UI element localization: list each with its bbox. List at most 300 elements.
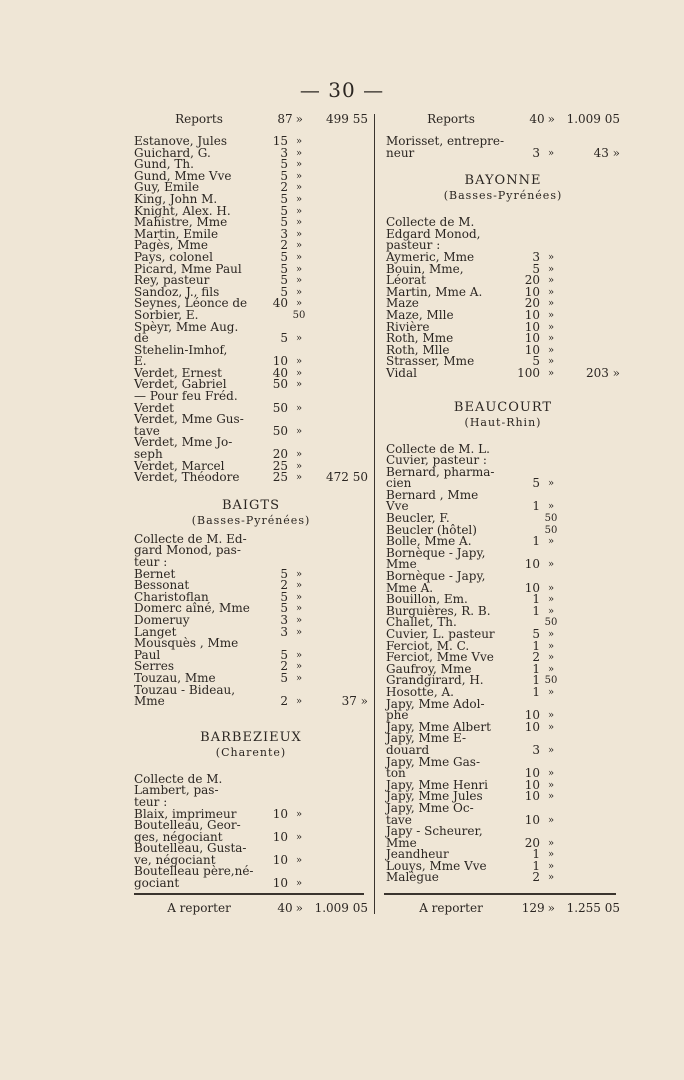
- donor-list-baigts: [134, 566, 368, 709]
- donor-name: Bernard, pharma- cien: [386, 464, 495, 491]
- donor-amount: 5: [280, 601, 288, 616]
- donor-name: Aymeric, Mme: [386, 249, 475, 264]
- donor-amount: 10: [524, 284, 540, 299]
- donor-amount: 10: [272, 876, 288, 891]
- donor-amount: 5: [280, 670, 288, 685]
- donor-name: Bornèque - Japy, Mme: [386, 545, 486, 572]
- donor-amount-unit: »: [295, 425, 303, 437]
- donor-amount: 3: [532, 742, 540, 757]
- donor-amount: 1: [532, 661, 540, 676]
- donor-amount-unit: »: [295, 147, 303, 159]
- donor-name: Verdet, Ernest: [134, 365, 222, 380]
- donor-amount: 20: [524, 835, 540, 850]
- reports-label: Reports: [175, 112, 223, 126]
- section-region-barbezieux: (Charente): [215, 745, 287, 759]
- donor-amount-unit: »: [295, 286, 303, 298]
- donor-name: Rivière: [386, 319, 430, 334]
- donor-name: Martin, Emile: [134, 226, 219, 241]
- donor-amount: 20: [524, 273, 540, 288]
- list-item: [386, 826, 620, 849]
- list-item: [134, 682, 368, 709]
- donor-name: Strasser, Mme: [386, 354, 475, 369]
- donor-name: Malègue: [386, 870, 439, 885]
- donor-amount-unit: »: [547, 147, 555, 159]
- donor-name: Japy - Scheurer, Mme: [386, 824, 483, 850]
- donor-amount-unit: »: [295, 402, 303, 414]
- donor-name: Seynes, Léonce de: [134, 296, 248, 311]
- donor-name: Japy, Mme Gas- ton: [386, 754, 480, 781]
- donor-amount-unit: »: [295, 217, 303, 229]
- donor-amount: 50: [272, 423, 288, 438]
- donor-amount-unit: »: [295, 240, 303, 252]
- subtotal: 203 »: [585, 365, 620, 380]
- collecte-note-bayonne: Collecte de M. Edgard Monod, pasteur :: [386, 215, 481, 253]
- donor-name: Guy, Emile: [134, 180, 200, 195]
- donor-name: Bessonat: [134, 578, 190, 593]
- reports-row: [134, 110, 368, 128]
- donor-name: Gaufroy, Mme: [386, 661, 472, 676]
- donor-amount: 1: [532, 592, 540, 607]
- donor-amount: 5: [280, 589, 288, 604]
- donor-name: Pays, colonel: [134, 249, 213, 264]
- donor-amount-unit: »: [547, 356, 555, 368]
- donor-amount: 3: [532, 249, 540, 264]
- list-item: [386, 487, 620, 514]
- donor-amount: 2: [280, 659, 288, 674]
- collecte-note-barbezieux: Collecte de M. Lambert, pas- teur :: [134, 771, 223, 809]
- donor-list-barbezieux: [134, 806, 368, 891]
- reports-total: 499 55: [326, 112, 368, 126]
- list-item: [386, 464, 620, 491]
- donor-name: Guichard, G.: [134, 145, 211, 160]
- list-item: [134, 638, 368, 661]
- donor-amount: 40: [272, 365, 288, 380]
- donor-amount: 5: [280, 203, 288, 218]
- donor-amount: 10: [524, 777, 540, 792]
- donor-amount: 3: [280, 612, 288, 627]
- donor-name: Serres: [134, 659, 175, 674]
- a-reporter-label: A reporter: [167, 901, 231, 915]
- donor-amount: 2: [280, 238, 288, 253]
- donor-name: Morisset, entrepre- neur: [386, 134, 505, 160]
- donor-amount: 5: [532, 261, 540, 276]
- donor-amount-unit: »: [295, 626, 303, 638]
- donor-amount: 1: [532, 534, 540, 549]
- donor-amount-unit: »: [295, 263, 303, 275]
- donor-amount-unit: »: [295, 170, 303, 182]
- donor-amount: 5: [280, 168, 288, 183]
- donor-name: Ferciot, M. C.: [386, 638, 470, 653]
- donor-name: Mahistre, Mme: [134, 215, 228, 230]
- donor-amount: 10: [524, 789, 540, 804]
- donor-amount: 10: [524, 342, 540, 357]
- donor-amount-unit: »: [547, 686, 555, 698]
- donor-amount: 5: [280, 273, 288, 288]
- donor-amount-unit: »: [295, 591, 303, 603]
- a-reporter-row: [134, 899, 368, 917]
- donor-amount-unit: »: [295, 580, 303, 592]
- donor-amount-unit: »: [547, 721, 555, 733]
- donor-amount: 1: [532, 673, 540, 688]
- a-reporter-amount: [519, 899, 555, 917]
- donor-amount-unit: »: [295, 661, 303, 673]
- list-item: [386, 136, 620, 159]
- donor-name: Vidal: [386, 365, 417, 380]
- donor-name: Grandgirard, H.: [386, 673, 484, 688]
- donor-amount-unit: »: [547, 263, 555, 275]
- donor-amount-unit: »: [295, 205, 303, 217]
- donor-amount-unit: 50: [292, 309, 306, 321]
- donor-list-bayonne: [386, 249, 620, 380]
- donor-name: Maze, Mlle: [386, 307, 454, 322]
- a-reporter-total: 1.255 05: [566, 901, 620, 915]
- donor-amount-unit: »: [295, 159, 303, 171]
- donor-name: Boutelleau, Geor- ges, négociant: [134, 818, 241, 844]
- donor-name: Japy, Mme E- douard: [386, 731, 467, 757]
- a-reporter-total: 1.009 05: [314, 901, 368, 915]
- donor-amount: 10: [524, 766, 540, 781]
- donor-amount-unit: »: [295, 854, 303, 866]
- donor-amount: 40: [272, 296, 288, 311]
- column-divider: [374, 114, 375, 914]
- list-item: [134, 472, 368, 484]
- donor-amount: 5: [280, 284, 288, 299]
- subtotal: 472 50: [326, 470, 368, 485]
- donor-amount: 5: [280, 215, 288, 230]
- donor-amount: 10: [272, 852, 288, 867]
- donor-amount: 5: [280, 566, 288, 581]
- list-item: [134, 319, 368, 346]
- donor-name: Spèyr, Mme Aug. de: [134, 319, 239, 346]
- donor-amount-unit: »: [547, 582, 555, 594]
- list-item: [386, 872, 620, 884]
- donor-name: Mousquès , Mme Paul: [134, 636, 239, 662]
- page-number: — 30 —: [299, 78, 385, 102]
- collecte-note-baigts: Collecte de M. Ed- gard Monod, pas- teur :: [134, 531, 247, 569]
- donor-name: Louys, Mme Vve: [386, 858, 487, 873]
- donor-name: Estanove, Jules: [134, 134, 227, 148]
- donor-amount-unit: »: [547, 594, 555, 606]
- list-item: [386, 284, 620, 299]
- donor-amount-unit: »: [295, 672, 303, 684]
- donor-amount: 10: [524, 331, 540, 346]
- a-reporter-amount: [267, 899, 303, 917]
- donor-amount-unit: »: [547, 860, 555, 872]
- donor-amount-unit: »: [295, 472, 303, 484]
- donor-amount-unit: »: [295, 568, 303, 580]
- donor-amount: 5: [532, 476, 540, 491]
- donor-amount-unit: »: [295, 136, 303, 147]
- donor-amount: 1: [532, 603, 540, 618]
- donor-name: Roth, Mme: [386, 331, 454, 346]
- donor-name: Léorat: [386, 273, 427, 288]
- donor-name: Maze: [386, 296, 419, 311]
- donor-name: Charistoflan: [134, 589, 209, 604]
- reports-total: 1.009 05: [566, 112, 620, 126]
- donor-name: Boutelleau père,né- gociant: [134, 864, 254, 891]
- donor-name: Gund, Mme Vve: [134, 168, 232, 183]
- donor-amount: 5: [280, 249, 288, 264]
- section-region-baigts: (Basses-Pyrénées): [191, 513, 311, 527]
- donor-amount-unit: »: [295, 649, 303, 661]
- donor-name: Verdet, Gabriel: [134, 377, 227, 392]
- donor-name: Bernard , Mme Vve: [386, 487, 479, 514]
- donor-amount: 5: [280, 261, 288, 276]
- donor-name: Verdet, Marcel: [134, 458, 225, 473]
- donor-amount: 20: [272, 447, 288, 462]
- list-item: [386, 754, 620, 781]
- a-reporter-amount-unit: »: [547, 901, 555, 915]
- donor-amount: 5: [532, 354, 540, 369]
- donor-amount-unit: »: [547, 652, 555, 664]
- donor-name: Hosotte, A.: [386, 684, 454, 699]
- right-footer: [386, 899, 620, 917]
- donor-amount: 1: [532, 847, 540, 862]
- donor-list-beaucourt: [386, 464, 620, 885]
- donor-amount: 10: [272, 829, 288, 844]
- donor-name: Domerc aîné, Mme: [134, 601, 250, 616]
- donor-amount-unit: 50: [544, 675, 558, 687]
- donor-name: Japy, Mme Adol- phe: [386, 696, 485, 723]
- donor-name: Japy, Mme Albert: [386, 719, 491, 734]
- donor-amount-unit: 50: [544, 524, 558, 536]
- donor-amount: 100: [517, 365, 540, 380]
- donor-amount: 10: [524, 719, 540, 734]
- donor-amount-unit: »: [547, 768, 555, 780]
- donor-name: Verdet, Mme Jo- seph: [134, 435, 233, 462]
- donor-amount-unit: »: [295, 808, 303, 820]
- donor-name: King, John M.: [134, 191, 218, 206]
- list-item: [386, 356, 620, 368]
- donor-amount-unit: »: [547, 333, 555, 345]
- donor-name: Verdet, Mme Gus- tave: [134, 412, 244, 438]
- donor-amount: 3: [280, 624, 288, 639]
- donor-amount-unit: »: [295, 603, 303, 615]
- donor-name: Beucler, F.: [386, 511, 450, 526]
- donor-amount: 25: [272, 458, 288, 473]
- reports-amount-value: 40: [529, 112, 545, 126]
- list-item: [134, 843, 368, 866]
- reports-amount-unit: »: [547, 112, 555, 126]
- donor-amount: 1: [532, 638, 540, 653]
- donor-amount: 50: [272, 377, 288, 392]
- reports-label: Reports: [427, 112, 475, 126]
- donor-amount: 2: [280, 180, 288, 195]
- list-item: [386, 800, 620, 827]
- donor-amount: 5: [280, 331, 288, 346]
- reports-amount-value: 87: [277, 112, 293, 126]
- donor-amount-unit: »: [295, 696, 303, 708]
- donor-list: [134, 136, 368, 484]
- donor-list: [386, 136, 620, 159]
- footer-rule-right: [384, 893, 616, 895]
- donor-name: Langet: [134, 624, 177, 639]
- donor-amount-unit: »: [547, 640, 555, 652]
- donor-amount: 10: [524, 557, 540, 572]
- donor-amount-unit: »: [547, 629, 555, 640]
- donor-name: Knight, Alex. H.: [134, 203, 231, 218]
- donor-name: Touzau, Mme: [134, 670, 216, 685]
- donor-amount-unit: »: [547, 872, 555, 884]
- donor-name: Burguières, R. B.: [386, 603, 491, 618]
- a-reporter-row: [386, 899, 620, 917]
- donor-amount-unit: »: [295, 275, 303, 287]
- donor-amount-unit: »: [547, 559, 555, 571]
- section-title-barbezieux: BARBEZIEUX: [200, 729, 302, 745]
- donor-amount-unit: »: [547, 344, 555, 356]
- donor-name: Bornèque - Japy, Mme A.: [386, 569, 486, 595]
- collecte-note-beaucourt: Collecte de M. L. Cuvier, pasteur :: [386, 441, 490, 468]
- donor-amount: 3: [280, 226, 288, 241]
- donor-name: Gund, Th.: [134, 157, 194, 172]
- donor-amount: 10: [272, 806, 288, 821]
- donor-amount-unit: »: [547, 837, 555, 849]
- reports-amount: [267, 110, 303, 128]
- donor-name: Bouillon, Em.: [386, 592, 468, 607]
- section-title-beaucourt: BEAUCOURT: [453, 399, 553, 415]
- donor-name: Japy, Mme Oc- tave: [386, 800, 474, 827]
- subtotal: 37 »: [341, 694, 368, 709]
- donor-amount-unit: »: [547, 779, 555, 791]
- left-footer: [134, 899, 368, 917]
- donor-amount: 5: [280, 191, 288, 206]
- donor-amount: 1: [532, 684, 540, 699]
- a-reporter-amount-value: 40: [277, 901, 293, 915]
- donor-amount-unit: »: [547, 849, 555, 861]
- donor-amount-unit: »: [295, 298, 303, 310]
- donor-amount: 3: [532, 145, 540, 160]
- donor-amount: 10: [524, 708, 540, 723]
- donor-amount-unit: »: [547, 710, 555, 722]
- donor-name: Bolle, Mme A.: [386, 534, 472, 549]
- donor-amount: 5: [280, 647, 288, 662]
- donor-name: Verdet, Théodore: [134, 470, 240, 485]
- donor-name: Roth, Mlle: [386, 342, 450, 357]
- donor-amount-unit: »: [295, 193, 303, 205]
- donor-amount-unit: »: [547, 251, 555, 263]
- list-item: [134, 820, 368, 843]
- donor-amount: 3: [280, 145, 288, 160]
- donor-amount-unit: »: [547, 286, 555, 298]
- donor-name: Bernet: [134, 566, 176, 581]
- donor-amount-unit: »: [295, 878, 303, 890]
- reports-amount: [519, 110, 555, 128]
- donor-name: Pagès, Mme: [134, 238, 209, 253]
- donor-amount: 2: [532, 870, 540, 885]
- donor-name: Touzau - Bideau, Mme: [134, 682, 236, 709]
- donor-amount-unit: »: [547, 309, 555, 321]
- donor-amount-unit: »: [295, 251, 303, 263]
- donor-name: Sorbier, E.: [134, 307, 199, 322]
- donor-amount-unit: »: [547, 298, 555, 310]
- donor-amount-unit: »: [547, 814, 555, 826]
- donor-name: Sandoz, J., fils: [134, 284, 220, 299]
- donor-amount-unit: »: [295, 333, 303, 345]
- donor-amount: 10: [272, 354, 288, 369]
- list-item: [386, 733, 620, 756]
- donor-amount: 2: [280, 578, 288, 593]
- donor-amount: 25: [272, 470, 288, 485]
- list-item: [386, 545, 620, 572]
- donor-amount: 2: [280, 694, 288, 709]
- donor-amount-unit: »: [547, 478, 555, 490]
- donor-amount-unit: »: [295, 614, 303, 626]
- section-title-bayonne: BAYONNE: [464, 173, 542, 189]
- a-reporter-amount-unit: »: [295, 901, 303, 915]
- list-item: [386, 571, 620, 594]
- left-column: [134, 110, 368, 890]
- donor-amount-unit: »: [295, 831, 303, 843]
- a-reporter-label: A reporter: [419, 901, 483, 915]
- donor-amount: 5: [532, 627, 540, 641]
- donor-amount-unit: 50: [544, 617, 558, 629]
- donor-name: Bouin, Mme,: [386, 261, 464, 276]
- donor-name: Beucler (hôtel): [386, 522, 477, 537]
- donor-amount-unit: »: [295, 449, 303, 461]
- donor-amount: 10: [524, 319, 540, 334]
- donor-amount-unit: »: [547, 791, 555, 803]
- donor-amount: 1: [532, 858, 540, 873]
- donor-name: Boutelleau, Gusta- ve, négociant: [134, 841, 247, 867]
- donor-amount: 1: [532, 499, 540, 514]
- a-reporter-amount-value: 129: [521, 901, 545, 915]
- donor-name: Cuvier, L. pasteur: [386, 627, 495, 641]
- list-item: [134, 866, 368, 889]
- donor-amount-unit: »: [295, 182, 303, 194]
- list-item: [386, 365, 620, 380]
- donor-name: Martin, Mme A.: [386, 284, 483, 299]
- donor-amount: 15: [272, 134, 288, 148]
- donor-amount: 2: [532, 650, 540, 665]
- donor-name: Challet, Th.: [386, 615, 457, 630]
- donor-amount: 50: [272, 400, 288, 415]
- donor-amount: 10: [524, 812, 540, 827]
- donor-name: Ferciot, Mme Vve: [386, 650, 494, 665]
- donor-amount-unit: »: [295, 367, 303, 379]
- donor-name: Japy, Mme Henri: [386, 777, 488, 792]
- list-item: [134, 437, 368, 460]
- right-column: [386, 110, 620, 884]
- list-item: [134, 342, 368, 369]
- reports-amount-unit: »: [295, 112, 303, 126]
- donor-name: Rey, pasteur: [134, 273, 210, 288]
- donor-name: Jeandheur: [386, 847, 449, 862]
- section-region-beaucourt: (Haut-Rhin): [464, 415, 542, 429]
- list-item: [134, 414, 368, 437]
- reports-row: [386, 110, 620, 128]
- donor-name: Picard, Mme Paul: [134, 261, 242, 276]
- donor-amount-unit: »: [547, 744, 555, 756]
- donor-amount-unit: »: [547, 275, 555, 287]
- donor-amount-unit: 50: [544, 513, 558, 525]
- donor-amount-unit: »: [547, 321, 555, 333]
- donor-amount-unit: »: [547, 536, 555, 548]
- list-item: [386, 696, 620, 723]
- donor-name: Domeruy: [134, 612, 190, 627]
- list-item: [134, 391, 368, 414]
- donor-name: — Pour feu Fréd. Verdet: [134, 389, 238, 415]
- footer-rule-left: [134, 893, 364, 895]
- donor-amount: 20: [524, 296, 540, 311]
- donor-amount: 5: [280, 157, 288, 172]
- donor-amount-unit: »: [295, 379, 303, 391]
- donor-amount-unit: »: [295, 460, 303, 472]
- donor-amount-unit: »: [295, 356, 303, 368]
- donor-amount-unit: »: [547, 367, 555, 379]
- donor-amount: 10: [524, 307, 540, 322]
- donor-name: Japy, Mme Jules: [386, 789, 483, 804]
- donor-name: Stehelin-Imhof, E.: [134, 342, 228, 369]
